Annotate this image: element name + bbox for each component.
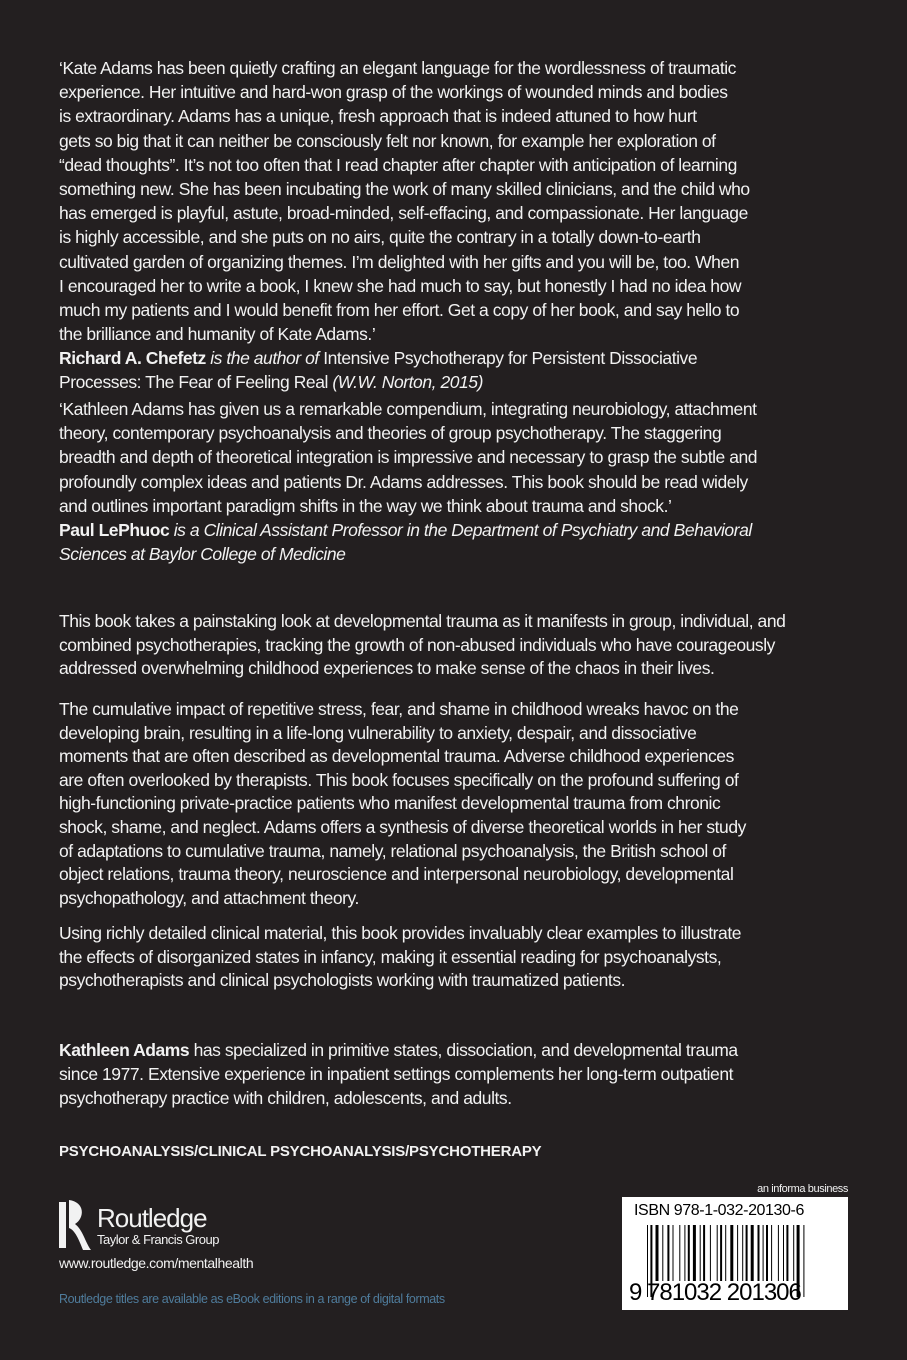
publisher-group: Taylor & Francis Group bbox=[97, 1231, 219, 1247]
text-line: profoundly complex ideas and patients Dr. Adams addresses. This book should be read widely bbox=[59, 471, 748, 492]
barcode-number: 9 781032 201306 bbox=[629, 1279, 801, 1306]
text-line: the effects of disorganized states in infancy, making it essential reading for psychoanalysts, bbox=[59, 946, 722, 967]
bio-text: has specialized in primitive states, dissociation, and developmental trauma bbox=[189, 1040, 738, 1060]
attribution-name: Richard A. Chefetz bbox=[59, 348, 206, 369]
text-line: object relations, trauma theory, neuroscience and interpersonal neurobiology, developmental bbox=[59, 864, 734, 885]
quote-lephuoc bbox=[59, 397, 859, 566]
text-line: combined psychotherapies, tracking the growth of non-abused individuals who have courageously bbox=[59, 634, 775, 655]
publisher-name: Routledge bbox=[97, 1202, 207, 1233]
attribution-name: Paul LePhuoc bbox=[59, 519, 170, 540]
quote-attribution bbox=[59, 518, 859, 542]
quote-attribution-cont bbox=[59, 542, 859, 566]
publisher-url[interactable]: www.routledge.com/mentalhealth bbox=[59, 1255, 254, 1271]
text-line: gets so big that it can neither be consciously felt nor known, for example her exploration of bbox=[59, 130, 716, 151]
text-line: developing brain, resulting in a life-long vulnerability to anxiety, despair, and dissociative bbox=[59, 722, 697, 743]
attribution-text-cont: Sciences at Baylor College of Medicine bbox=[59, 544, 346, 565]
bio-name: Kathleen Adams bbox=[59, 1040, 190, 1060]
bio-text: psychotherapy practice with children, adolescents, and adults. bbox=[59, 1088, 512, 1109]
text-line: is extraordinary. Adams has a unique, fresh approach that is indeed attuned to how hurt bbox=[59, 106, 697, 127]
text-line: ‘Kate Adams has been quietly crafting an elegant language for the wordlessness of traumatic bbox=[59, 58, 736, 78]
informa-label: an informa business bbox=[757, 1183, 848, 1195]
text-line: psychotherapists and clinical psychologists working with traumatized patients. bbox=[59, 970, 626, 991]
ebook-note: Routledge titles are available as eBook editions in a range of digital formats bbox=[59, 1292, 445, 1306]
book-title-cont: Processes: The Fear of Feeling Real bbox=[59, 372, 333, 393]
text-line: is highly accessible, and she puts on no airs, quite the contrary in a totally down-to-earth bbox=[59, 227, 701, 248]
attribution-text: is the author of bbox=[205, 348, 324, 369]
text-line: psychopathology, and attachment theory. bbox=[59, 887, 359, 908]
text-line: experience. Her intuitive and hard-won grasp of the workings of wounded minds and bodies bbox=[59, 82, 728, 103]
text-line: cultivated garden of organizing themes. I’m delighted with her gifts and you will be, too. When bbox=[59, 251, 740, 272]
text-line: moments that are often described as developmental trauma. Adverse childhood experiences bbox=[59, 746, 734, 767]
author-bio bbox=[59, 1038, 859, 1111]
text-line: and outlines important paradigm shifts in the way we think about trauma and shock.’ bbox=[59, 495, 672, 516]
isbn-barcode bbox=[622, 1197, 848, 1310]
isbn-text: ISBN 978-1-032-20130-6 bbox=[634, 1202, 804, 1219]
description-p2 bbox=[59, 698, 859, 910]
text-line: Using richly detailed clinical material, this book provides invaluably clear examples to illustrate bbox=[59, 923, 742, 943]
quote-attribution-cont bbox=[59, 370, 859, 394]
book-title: Intensive Psychotherapy for Persistent Dissociative bbox=[323, 348, 698, 369]
text-line: has emerged is playful, astute, broad-minded, self-effacing, and compassionate. Her language bbox=[59, 203, 748, 224]
text-line: breadth and depth of theoretical integration is impressive and necessary to grasp the subtle and bbox=[59, 447, 758, 468]
routledge-r-icon bbox=[59, 1200, 91, 1250]
text-line: shock, shame, and neglect. Adams offers a synthesis of diverse theoretical worlds in her study bbox=[59, 816, 746, 837]
text-line: much my patients and I would benefit from her effort. Get a copy of her book, and say hello to bbox=[59, 299, 740, 320]
description-p3 bbox=[59, 922, 859, 993]
text-line: the brilliance and humanity of Kate Adams.’ bbox=[59, 324, 376, 345]
text-line: “dead thoughts”. It’s not too often that I read chapter after chapter with anticipation of learning bbox=[59, 154, 737, 175]
text-line: ‘Kathleen Adams has given us a remarkable compendium, integrating neurobiology, attachment bbox=[59, 399, 757, 419]
text-line: of adaptations to cumulative trauma, namely, relational psychoanalysis, the British school of bbox=[59, 840, 726, 861]
text-line: I encouraged her to write a book, I knew she had much to say, but honestly I had no idea how bbox=[59, 275, 742, 296]
attribution-text: is a Clinical Assistant Professor in the Department of Psychiatry and Behavioral bbox=[169, 519, 752, 540]
description-p1 bbox=[59, 610, 859, 681]
text-line: are often overlooked by therapists. This book focuses specifically on the profound suffering of bbox=[59, 769, 739, 790]
quote-chefetz bbox=[59, 56, 859, 395]
text-line: This book takes a painstaking look at developmental trauma as it manifests in group, individual, and bbox=[59, 611, 786, 631]
text-line: something new. She has been incubating the work of many skilled clinicians, and the child who bbox=[59, 178, 750, 199]
text-line: high-functioning private-practice patients who manifest developmental trauma from chronic bbox=[59, 793, 721, 814]
routledge-logo bbox=[59, 1200, 219, 1250]
text-line: addressed overwhelming childhood experiences to make sense of the chaos in their lives. bbox=[59, 658, 715, 679]
quote-attribution bbox=[59, 346, 859, 370]
bio-text: since 1977. Extensive experience in inpatient settings complements her long-term outpatient bbox=[59, 1064, 734, 1085]
subject-category: PSYCHOANALYSIS/CLINICAL PSYCHOANALYSIS/PSYCHOTHERAPY bbox=[59, 1143, 542, 1160]
text-line: The cumulative impact of repetitive stress, fear, and shame in childhood wreaks havoc on the bbox=[59, 699, 739, 719]
text-line: theory, contemporary psychoanalysis and theories of group psychotherapy. The staggering bbox=[59, 423, 722, 444]
publisher-year: (W.W. Norton, 2015) bbox=[332, 372, 483, 393]
